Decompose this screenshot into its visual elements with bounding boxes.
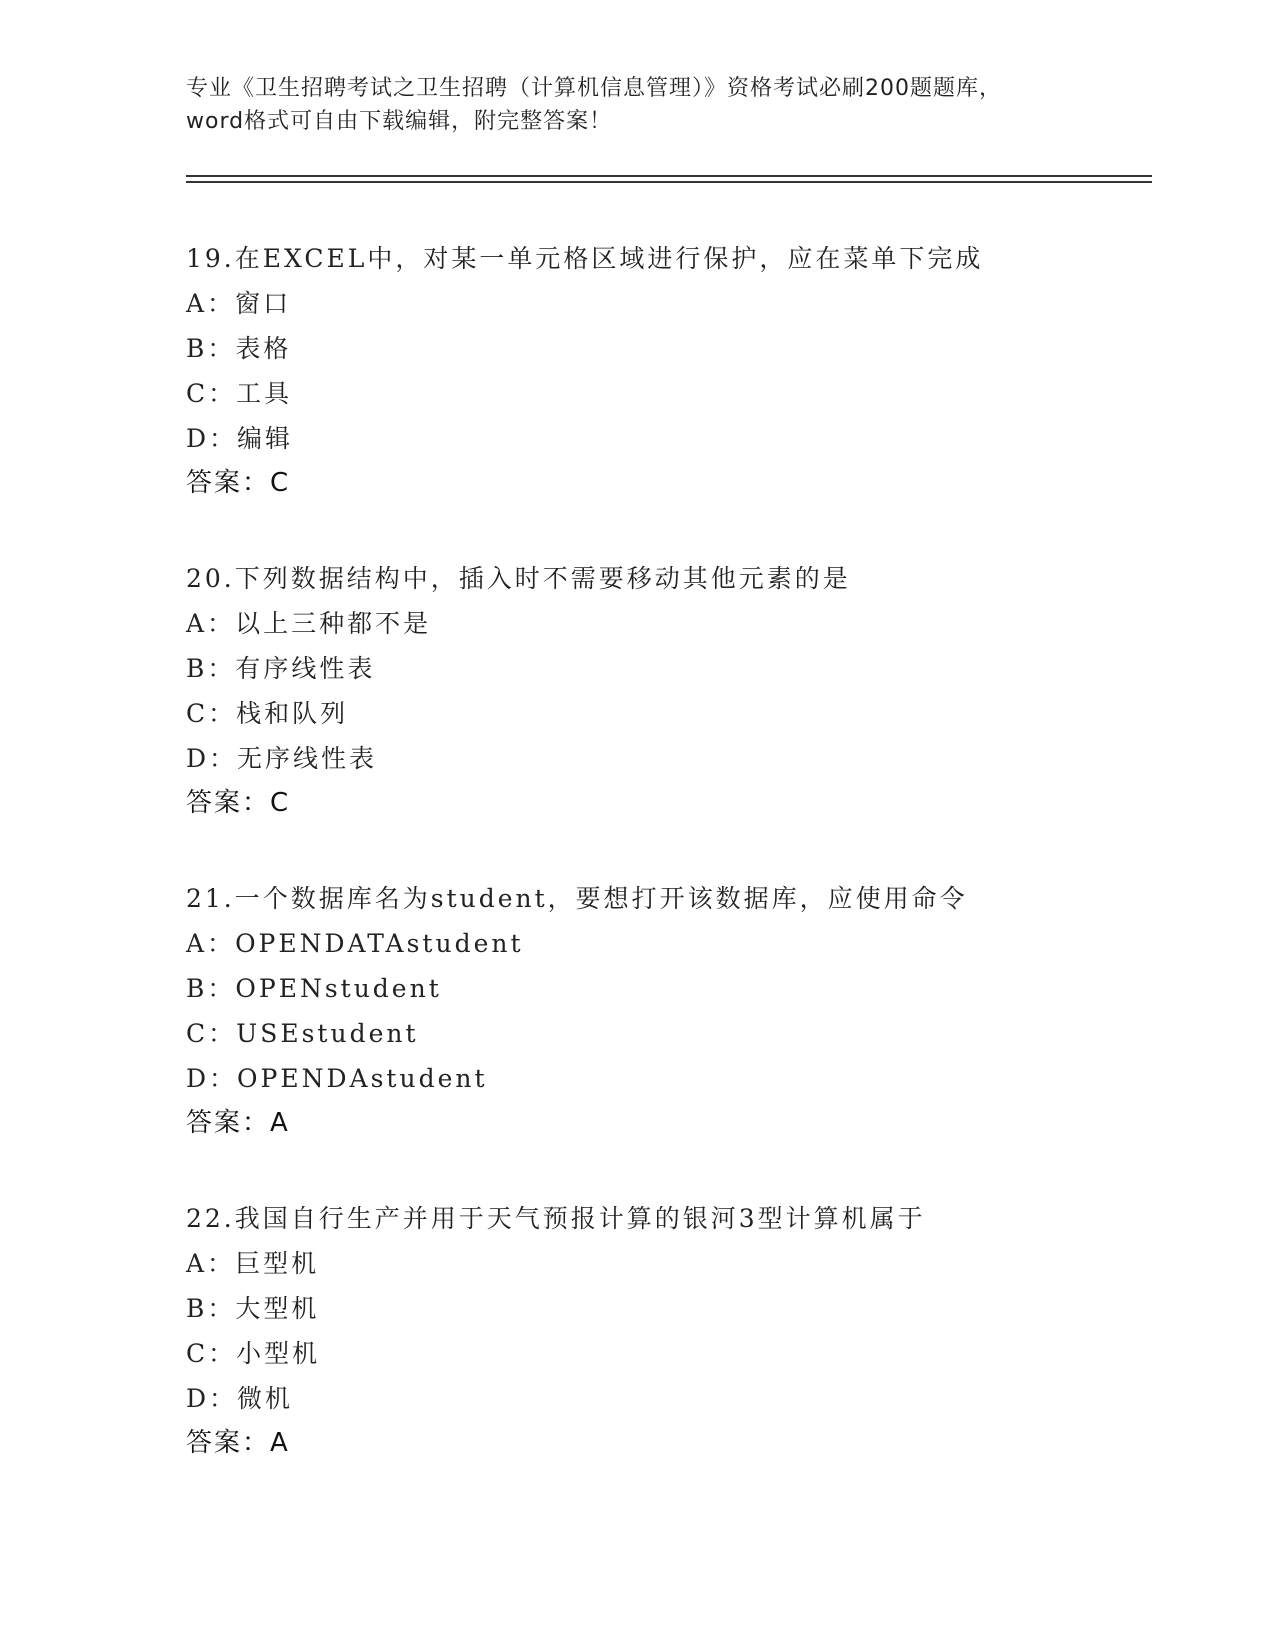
answer-line: 答案：A [186,1428,290,1458]
option-key: A： [186,609,236,638]
option-key: A： [186,289,236,318]
option-text: 微机 [237,1384,294,1413]
option-a [186,281,1166,326]
option-key: A： [186,929,236,958]
answer-line: 答案：C [186,468,291,498]
option-a [186,601,1166,646]
header-line-2: word格式可自由下载编辑，附完整答案！ [186,109,613,134]
option-key: D： [186,744,238,773]
option-b [186,646,1166,691]
header-line-1: 专业《卫生招聘考试之卫生招聘（计算机信息管理）》资格考试必刷200题题库， [186,76,1002,101]
option-text: 表格 [235,334,292,363]
option-key: B： [186,1294,236,1323]
option-text: OPENstudent [235,974,442,1003]
option-text: 窗口 [235,289,292,318]
option-c [186,691,1166,736]
option-key: B： [186,974,236,1003]
option-b [186,1286,1166,1331]
question-stem: 20.下列数据结构中，插入时不需要移动其他元素的是 [186,564,851,593]
option-text: 大型机 [235,1294,320,1323]
option-key: C： [186,1019,237,1048]
option-d [186,416,1166,461]
question-block [186,1196,1166,1516]
option-key: B： [186,334,236,363]
option-text: OPENDAstudent [237,1064,488,1093]
question-list [186,236,1166,1516]
document-header [186,72,1086,138]
option-a [186,1241,1166,1286]
question-stem: 21.一个数据库名为student，要想打开该数据库，应使用命令 [186,884,968,913]
option-a [186,921,1166,966]
header-divider-top [186,175,1152,177]
option-text: 无序线性表 [237,744,378,773]
question-stem: 19.在EXCEL中，对某一单元格区域进行保护，应在菜单下完成 [186,244,984,273]
header-divider-bottom [186,181,1152,183]
option-text: 编辑 [237,424,294,453]
option-d [186,1056,1166,1101]
option-key: D： [186,424,238,453]
option-c [186,371,1166,416]
answer-line: 答案：C [186,788,291,818]
option-b [186,966,1166,1011]
question-block [186,556,1166,876]
option-text: 有序线性表 [235,654,376,683]
option-key: D： [186,1384,238,1413]
option-key: C： [186,379,237,408]
option-text: 栈和队列 [236,699,349,728]
option-key: A： [186,1249,236,1278]
option-text: OPENDATAstudent [235,929,524,958]
option-d [186,736,1166,781]
option-b [186,326,1166,371]
question-block [186,236,1166,556]
option-text: USEstudent [236,1019,419,1048]
option-key: B： [186,654,236,683]
option-key: C： [186,1339,237,1368]
question-stem: 22.我国自行生产并用于天气预报计算的银河3型计算机属于 [186,1204,926,1233]
option-c [186,1011,1166,1056]
option-d [186,1376,1166,1421]
option-text: 工具 [236,379,293,408]
option-text: 小型机 [236,1339,321,1368]
answer-line: 答案：A [186,1108,290,1138]
question-block [186,876,1166,1196]
option-text: 巨型机 [235,1249,320,1278]
option-key: C： [186,699,237,728]
option-text: 以上三种都不是 [235,609,432,638]
option-key: D： [186,1064,238,1093]
option-c [186,1331,1166,1376]
